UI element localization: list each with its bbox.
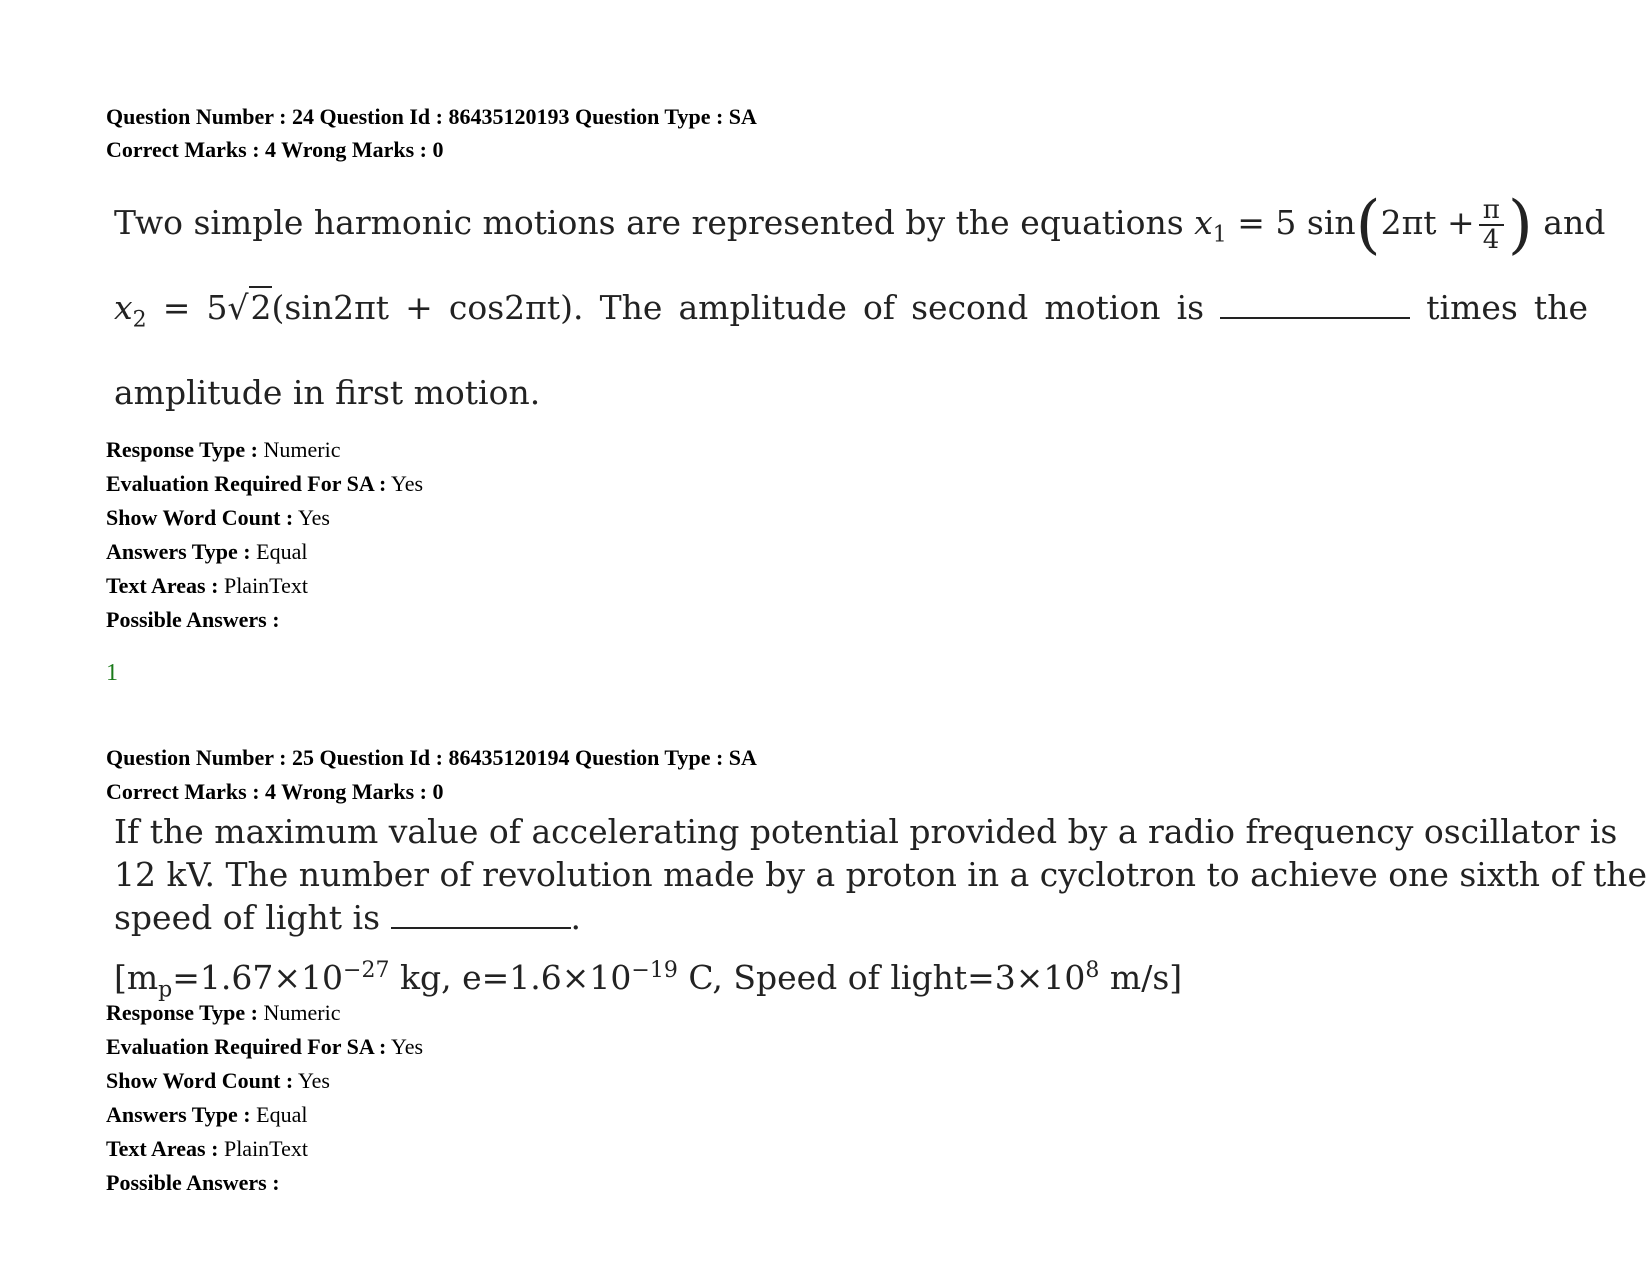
q25-answers-type: Answers Type : Equal — [106, 1102, 308, 1127]
question-24-text-line-2: $x_2 = 5√2(\sin 2\pi t + \cos 2\pi t)$. The amplitude of second motion is times the — [114, 288, 1588, 333]
q25-show-word-count: Show Word Count : Yes — [106, 1068, 330, 1093]
question-25-text-line-4: [$m_p=1.67\times 10^{-27}$ kg, $e=1.6\times 10^{-19}$ C, Speed of $light=3\times 10^8$ m/s] — [114, 958, 1183, 1003]
question-24-text-line-3: amplitude in first motion. — [114, 373, 541, 412]
question-24-text-line-1: Two simple harmonic motions are represented by the equations $x_1 = 5$ sin(2πt + $\frac{\pi}{4}$ ) and — [114, 188, 1606, 262]
question-24-header: Question Number : 24 Question Id : 86435120193 Question Type : SA — [106, 104, 757, 129]
q24-possible-answers-label: Possible Answers : — [106, 607, 280, 632]
q24-possible-answer-value: 1 — [106, 660, 118, 686]
question-25-text — [114, 810, 1648, 1003]
q24-show-word-count: Show Word Count : Yes — [106, 505, 330, 530]
q24-response-type: Response Type : Numeric — [106, 437, 341, 462]
q25-possible-answers-label: Possible Answers : — [106, 1170, 280, 1195]
pi-over-4-fraction: $\frac{\pi}{4}$ — [1479, 196, 1504, 254]
q25-text-areas: Text Areas : PlainText — [106, 1136, 308, 1161]
question-25-text-line-2: 12 kV. The number of revolution made by a proton in a cyclotron to achieve one sixth of the — [114, 855, 1648, 894]
q25-response-type: Response Type : Numeric — [106, 1000, 341, 1025]
question-24-marks: Correct Marks : 4 Wrong Marks : 0 — [106, 137, 444, 162]
question-25-text-line-1: If the maximum value of accelerating potential provided by a radio frequency oscillator is — [114, 812, 1618, 851]
question-25-header: Question Number : 25 Question Id : 86435120194 Question Type : SA — [106, 745, 757, 770]
q24-answers-type: Answers Type : Equal — [106, 539, 308, 564]
question-24-text — [114, 178, 1606, 438]
q24-text-areas: Text Areas : PlainText — [106, 573, 308, 598]
answer-blank — [391, 897, 571, 929]
q24-evaluation-required: Evaluation Required For SA : Yes — [106, 471, 424, 496]
q25-evaluation-required: Evaluation Required For SA : Yes — [106, 1034, 424, 1059]
question-25-text-line-3: speed of light is . — [114, 898, 582, 937]
answer-blank — [1220, 287, 1410, 319]
question-25-marks: Correct Marks : 4 Wrong Marks : 0 — [106, 779, 444, 804]
